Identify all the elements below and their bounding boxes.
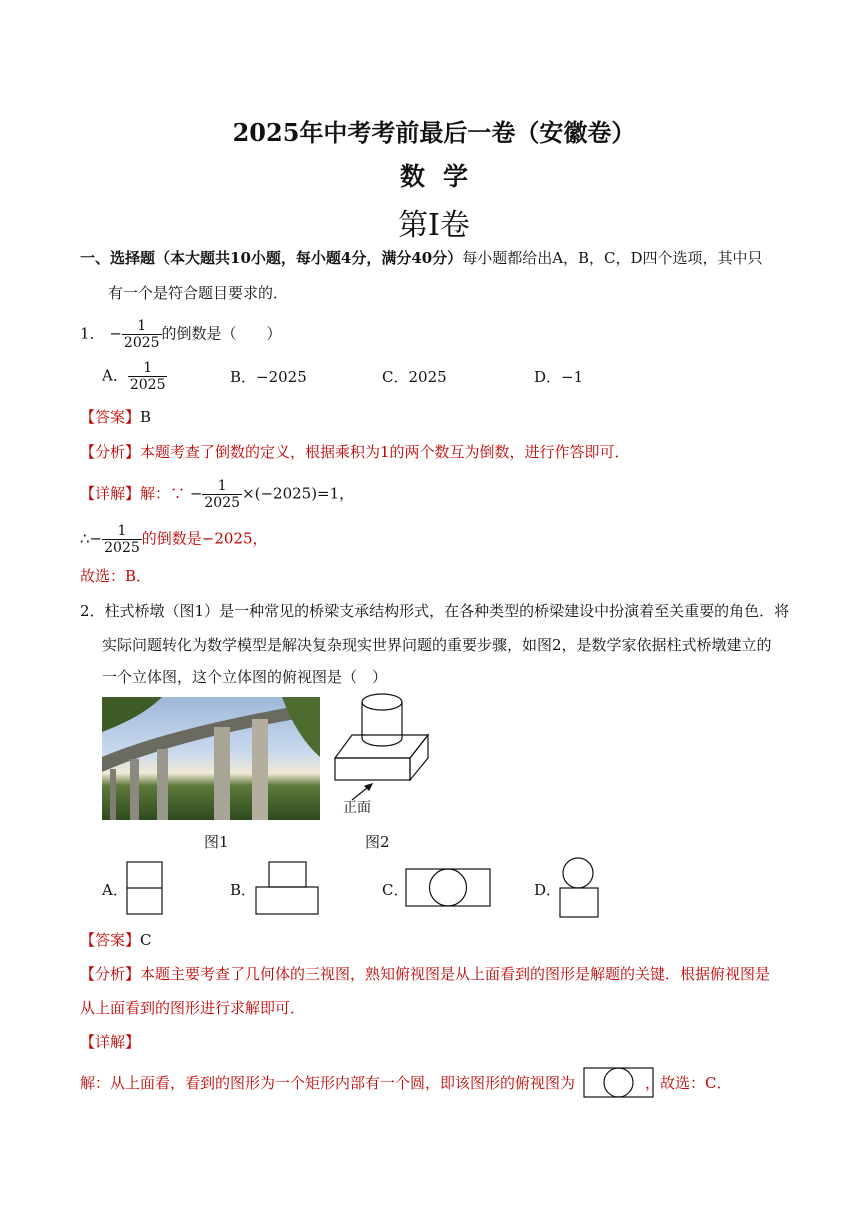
section-heading [80,248,763,268]
question-2-stem-line2: 实际问题转化为数学模型是解决复杂现实世界问题的重要步骤，如图2，是数学家依据柱式桥墩建立的 [102,636,772,654]
conclusion-1: ∴− $\frac{1}{2025}$ 的倒数是−2025， [80,523,268,556]
answer-1: 【答案】B [80,408,152,426]
final-1: 故选：B． [80,567,152,585]
bridge-illustration [102,697,320,820]
fraction: $\frac{1}{2025}$ [123,318,160,351]
option-a: A． $\frac{1}{2025}$ [102,360,166,393]
option-d-label: D． [534,881,562,899]
front-label: 正面 [343,800,371,816]
section-heading-bold: 一、选择题（本大题共10小题，每小题4分，满分40分） [80,249,463,267]
bridge-photo [102,697,320,820]
section-heading-line2: 有一个是符合题目要求的． [108,284,289,302]
question-1-stem: 1． − $\frac{1}{2025}$ 的倒数是（ ） [80,318,282,351]
detail-2: 解：从上面看，看到的图形为一个矩形内部有一个圆，即该图形的俯视图为 ，故选：C． [80,1074,732,1092]
question-2-stem-line3: 一个立体图，这个立体图的俯视图是（ ） [102,668,388,686]
option-c-figure [405,868,493,910]
option-b-label: B． [230,881,257,899]
detail-2-figure [583,1067,655,1099]
analysis-2-line1: 【分析】本题主要考查了几何体的三视图，熟知俯视图是从上面看到的图形是解题的关键．根据俯视图是 [80,965,771,983]
figure-1-caption: 图1 [204,833,229,851]
question-number: 1． [80,324,105,343]
figure-2-caption: 图2 [365,833,390,851]
exam-title: 2025年中考考前最后一卷（安徽卷） [232,118,636,147]
subject-title: 数学 [399,162,486,191]
analysis-1: 【分析】本题考查了倒数的定义，根据乘积为1的两个数互为倒数，进行作答即可． [80,443,630,461]
answer-2: 【答案】C [80,931,152,949]
question-2-stem-line1: 2．柱式桥墩（图1）是一种常见的桥梁支承结构形式，在各种类型的桥梁建设中扮演着至关重要的角色．将 [80,602,790,620]
option-a-label: A． [102,881,128,899]
detail-1: 【详解】解：∵ − $\frac{1}{2025}$ ×(−2025)=1， [80,478,355,511]
volume-title: 第Ⅰ卷 [398,208,470,243]
option-d-figure [557,857,601,919]
section-heading-rest: 每小题都给出A，B，C，D四个选项，其中只 [462,249,763,267]
option-c-label: C． [382,881,409,899]
option-b-figure [255,861,320,916]
option-a-figure [126,861,164,916]
option-b: B．−2025 [230,368,307,386]
option-c: C．2025 [382,368,447,386]
option-d: D．−1 [534,368,584,386]
detail-2-tag: 【详解】 [80,1033,141,1051]
analysis-2-line2: 从上面看到的图形进行求解即可． [80,999,306,1017]
